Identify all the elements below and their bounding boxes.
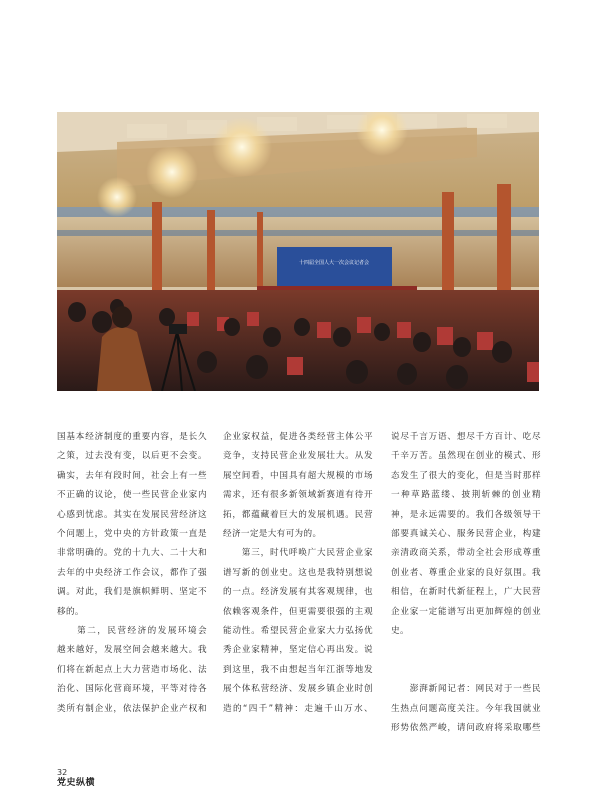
- text-line: 展空间看，中国具有超大规模的市场: [223, 470, 373, 481]
- backdrop-text: 十四届全国人大一次会议记者会: [298, 260, 370, 266]
- text-line: 依赖客观条件，但更需要很强的主观: [223, 606, 373, 617]
- text-line: 部要真诚关心、服务民营企业，构建: [391, 529, 541, 540]
- text-line: 能动性。希望民营企业家大力弘扬优: [223, 626, 373, 637]
- text-line: 生热点问题高度关注。今年我国就业: [391, 703, 541, 714]
- page-number: 32: [57, 768, 68, 777]
- text-line: 拓，都蕴藏着巨大的发展机遇。民营: [223, 509, 373, 520]
- text-line: 一种草路蓝缕、披荆斩棘的创业精: [391, 490, 541, 501]
- text-line: 秀企业家精神，坚定信心再出发。说: [223, 645, 373, 656]
- text-line: 企业家权益，促进各类经营主体公平: [223, 432, 373, 442]
- text-line: 不正确的议论，使一些民营企业家内: [57, 490, 207, 501]
- text-line: 需求，还有很多新领域新赛道有待开: [223, 490, 373, 501]
- text-column-3: [391, 428, 541, 738]
- text-column-1: [57, 428, 207, 719]
- text-line: 相信，在新时代新征程上，广大民营: [391, 587, 541, 598]
- text-line: 创业者、尊重企业家的良好氛围。我: [391, 567, 541, 578]
- text-line: 们将在新起点上大力营造市场化、法: [57, 664, 207, 675]
- text-line: 企业家一定能谱写出更加辉煌的创业: [391, 606, 541, 617]
- text-line: 第三，时代呼唤广大民营企业家: [223, 548, 373, 559]
- text-line: 神，是永远需要的。我们各级领导干: [391, 509, 541, 520]
- text-line: 越来越好，发展空间会越来越大。我: [57, 645, 207, 656]
- text-line: 造的“四千”精神：走遍千山万水、: [223, 703, 373, 714]
- text-line: 之策，过去没有变，以后更不会变。: [57, 451, 207, 462]
- text-line: 国基本经济制度的重要内容，是长久: [57, 432, 207, 442]
- text-line: 治化、国际化营商环境，平等对待各: [57, 684, 207, 695]
- text-line: 史。: [391, 626, 409, 637]
- text-line: 去年的中央经济工作会议，都作了强: [57, 567, 207, 578]
- text-line: 态发生了很大的变化，但是当时那样: [391, 470, 541, 481]
- text-line: 到这里，我不由想起当年江浙等地发: [223, 664, 373, 675]
- text-line: 确实，去年有段时间，社会上有一些: [57, 470, 207, 481]
- text-line: 竞争，支持民营企业发展壮大。从发: [223, 451, 373, 462]
- text-line: 调。对此，我们是旗帜鲜明、坚定不: [57, 587, 207, 598]
- press-conference-photo: [57, 112, 539, 391]
- text-line: 亲清政商关系，带动全社会形成尊重: [391, 548, 541, 559]
- text-column-2: [223, 428, 373, 719]
- text-line: 移的。: [57, 606, 84, 617]
- text-line: 谱写新的创业史。这也是我特别想说: [223, 567, 373, 578]
- text-line: 第二，民营经济的发展环境会: [57, 626, 207, 637]
- text-line: 个问题上，党中央的方针政策一直是: [57, 529, 207, 540]
- text-line: 千辛万苦。虽然现在创业的模式、形: [391, 451, 541, 462]
- text-line: 说尽千言万语、想尽千方百计、吃尽: [391, 432, 541, 442]
- text-line: 的一点。经济发展有其客观规律，也: [223, 587, 373, 598]
- text-line: 心感到忧虑。其实在发展民营经济这: [57, 509, 207, 520]
- text-line: 展个体私营经济、发展乡镇企业时创: [223, 684, 373, 695]
- text-line: 非常明确的。党的十九大、二十大和: [57, 548, 207, 559]
- text-line: 澎湃新闻记者：网民对于一些民: [391, 684, 541, 695]
- magazine-masthead: 党史纵横: [57, 778, 96, 788]
- text-line: 形势依然严峻，请问政府将采取哪些: [391, 723, 541, 734]
- text-line: 经济一定是大有可为的。: [223, 529, 322, 540]
- paragraph-gap: [391, 641, 541, 680]
- text-line: 类所有制企业，依法保护企业产权和: [57, 703, 207, 714]
